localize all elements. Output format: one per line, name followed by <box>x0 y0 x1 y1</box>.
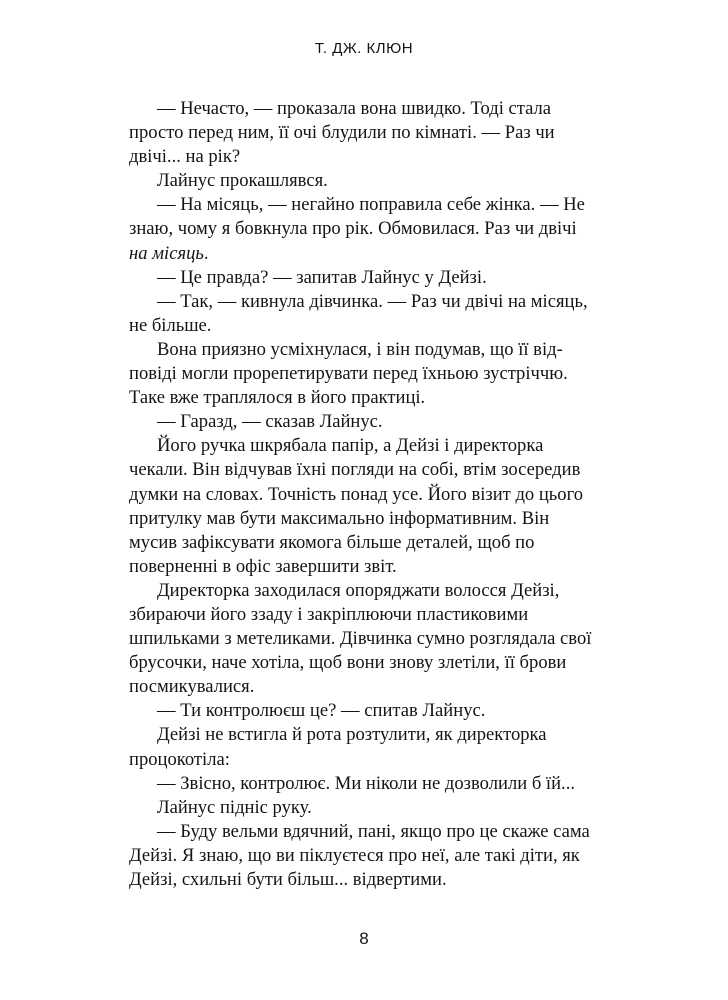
paragraph-13: Лайнус підніс руку. <box>157 796 312 818</box>
paragraph-3 <box>129 193 599 265</box>
paragraph-12: — Звісно, контролює. Ми ніколи не дозволили б їй... <box>157 772 575 794</box>
body-text <box>129 97 599 892</box>
paragraph-7: — Гаразд, — сказав Лайнус. <box>157 411 383 433</box>
paragraph-14: — Буду вельми вдячний, пані, якщо про це скаже сама Дейзі. Я знаю, що ви піклуєтеся про неї, але такі діти, як Дейзі, схильні бути більш... відвертими. <box>129 820 590 890</box>
paragraph-9: Директорка заходилася опоряджати волосся Дейзі, збираючи його ззаду і закріплюючи пластиковими шпильками з метеликами. Дівчинка сумно розглядала свої брусочки, наче хотіла, щоб вони знову злетіли, її брови посмикувалися. <box>129 579 592 698</box>
paragraph-8: Його ручка шкрябала папір, а Дейзі і директорка чекали. Він відчував їхні погляди на собі, втім зосередив думки на словах. Точність понад усе. Його візит до цього притулку мав бути максимально інформативним. Він мусив зафіксувати якомога більше деталей, щоб по поверненні в офіс завершити звіт. <box>129 435 584 577</box>
page-number: 8 <box>359 929 369 948</box>
paragraph-4: — Це правда? — запитав Лайнус у Дейзі. <box>157 266 487 288</box>
paragraph-10: — Ти контролюєш це? — спитав Лайнус. <box>157 700 486 722</box>
paragraph-6: Вона приязно усміхнулася, і він подумав, що її відповіді могли прорепетирувати перед їхньою зустріччю. Таке вже траплялося в його практиці. <box>129 338 568 409</box>
paragraph-3-emphasis: на місяць <box>129 242 204 264</box>
paragraph-5: — Так, — кивнула дівчинка. — Раз чи двічі на місяць, не більше. <box>129 290 588 336</box>
paragraph-11: Дейзі не встигла й рота розтулити, як директорка процокотіла: <box>129 724 547 770</box>
paragraph-3-text: — На місяць, — негайно поправила себе жінка. — Не знаю, чому я бовкнула про рік. Обмовилася. Раз чи двічі <box>129 194 585 240</box>
running-head: Т. ДЖ. КЛЮН <box>314 40 414 57</box>
paragraph-1: — Нечасто, — проказала вона швидко. Тоді стала просто перед ним, її очі блудили по кімнаті. — Раз чи двічі... на рік? <box>129 98 555 168</box>
paragraph-2: Лайнус прокашлявся. <box>157 170 328 192</box>
paragraph-3-end: . <box>203 242 209 264</box>
